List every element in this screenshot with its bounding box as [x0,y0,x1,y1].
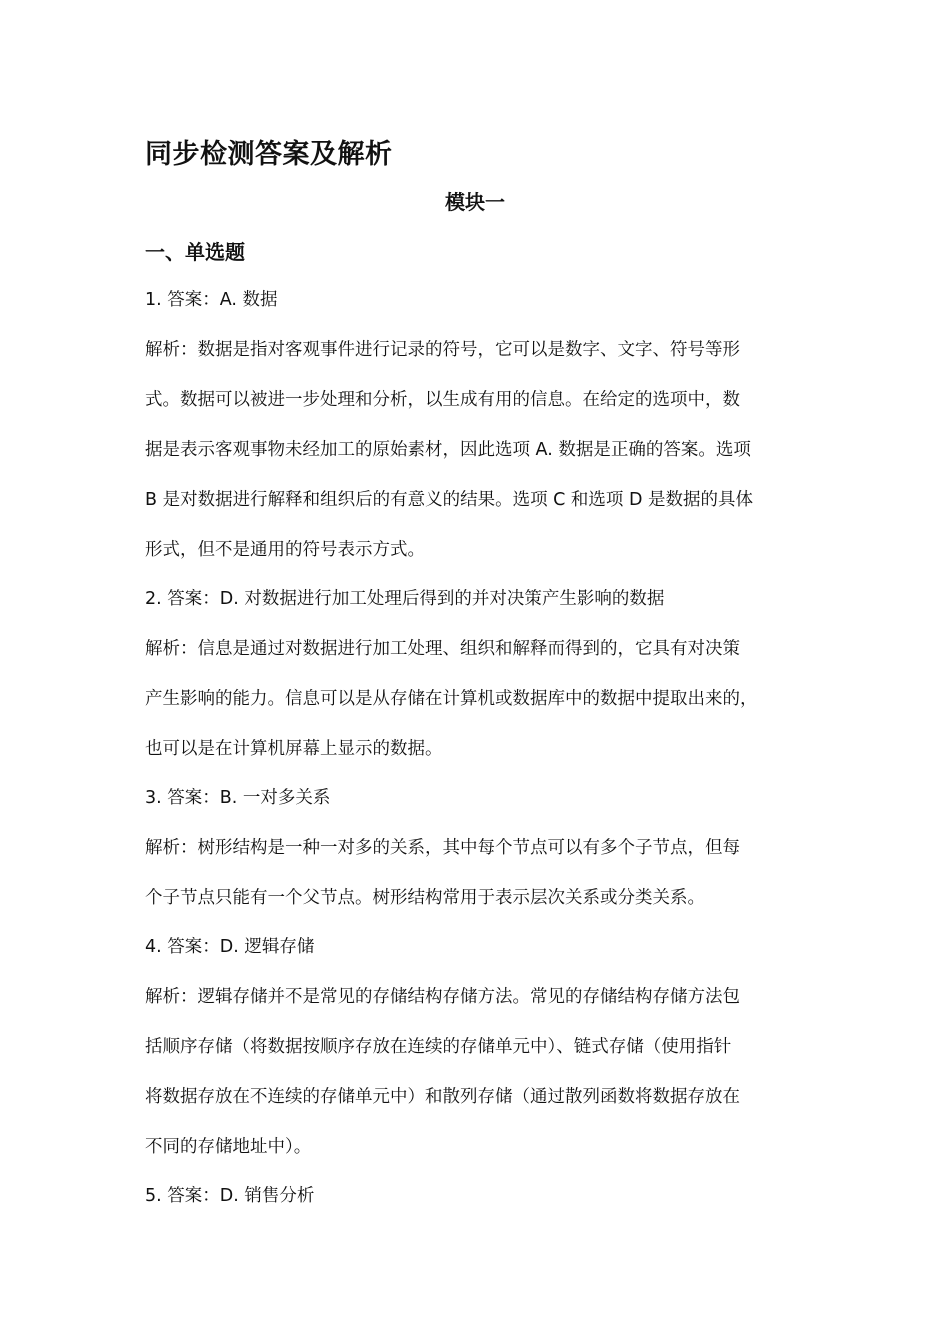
explanation-line: 形式，但不是通用的符号表示方式。 [145,540,425,560]
answer-4: 4. 答案：D. 逻辑存储 [145,937,315,957]
section-title: 一、单选题 [145,240,245,264]
explanation-line: 解析：信息是通过对数据进行加工处理、组织和解释而得到的，它具有对决策 [145,639,740,659]
explanation-line: 也可以是在计算机屏幕上显示的数据。 [145,739,443,759]
answer-2: 2. 答案：D. 对数据进行加工处理后得到的并对决策产生影响的数据 [145,589,665,609]
explanation-line: 不同的存储地址中）。 [145,1137,312,1157]
module-title: 模块一 [445,190,505,214]
answer-1: 1. 答案：A. 数据 [145,290,278,310]
answer-5: 5. 答案：D. 销售分析 [145,1186,315,1206]
explanation-line: 产生影响的能力。信息可以是从存储在计算机或数据库中的数据中提取出来的， [145,689,758,709]
explanation-line: B 是对数据进行解释和组织后的有意义的结果。选项 C 和选项 D 是数据的具体 [145,490,754,510]
explanation-line: 解析：数据是指对客观事件进行记录的符号，它可以是数字、文字、符号等形 [145,340,740,360]
explanation-line: 将数据存放在不连续的存储单元中）和散列存储（通过散列函数将数据存放在 [145,1087,740,1107]
explanation-line: 式。数据可以被进一步处理和分析，以生成有用的信息。在给定的选项中，数 [145,390,740,410]
answer-3: 3. 答案：B. 一对多关系 [145,788,331,808]
explanation-line: 据是表示客观事物未经加工的原始素材，因此选项 A. 数据是正确的答案。选项 [145,440,751,460]
explanation-line: 括顺序存储（将数据按顺序存放在连续的存储单元中）、链式存储（使用指针 [145,1037,732,1057]
explanation-line: 解析：逻辑存储并不是常见的存储结构存储方法。常见的存储结构存储方法包 [145,987,740,1007]
document-title: 同步检测答案及解析 [145,139,393,170]
explanation-line: 个子节点只能有一个父节点。树形结构常用于表示层次关系或分类关系。 [145,888,705,908]
explanation-line: 解析：树形结构是一种一对多的关系，其中每个节点可以有多个子节点，但每 [145,838,740,858]
